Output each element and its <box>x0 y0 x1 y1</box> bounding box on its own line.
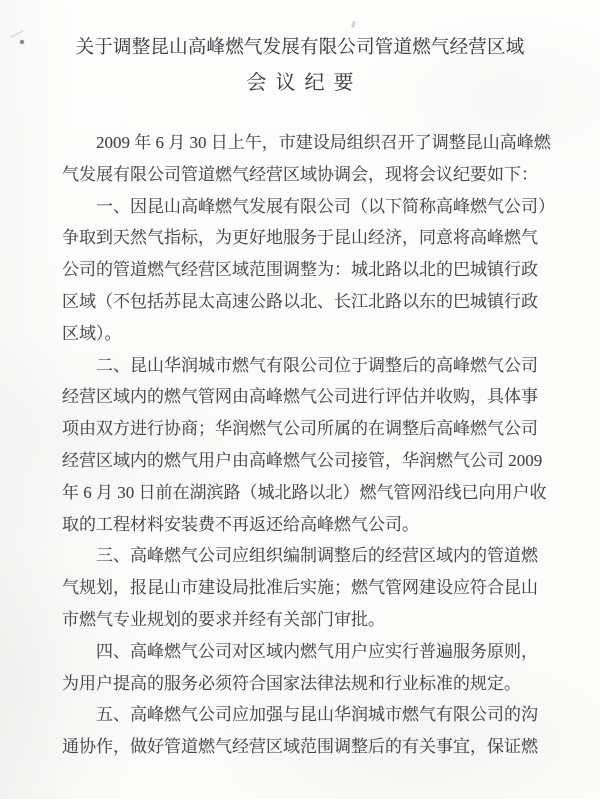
scan-speck <box>351 21 356 29</box>
text-line: 公司的管道燃气经营区域范围调整为：城北路以北的巴城镇行政 <box>62 260 538 280</box>
document-subtitle: 会 议 纪 要 <box>246 72 354 94</box>
text-line: 经营区域内的燃气管网由高峰燃气公司进行评估并收购，具体事 <box>62 387 538 407</box>
text-line: 通协作，做好管道燃气经营区域范围调整后的有关事宜，保证燃 <box>62 737 538 757</box>
text-line: 区域）。 <box>62 323 122 343</box>
text-line: 争取到天然气指标，为更好地服务于昆山经济，同意将高峰燃气 <box>62 228 538 248</box>
text-line: 五、高峰燃气公司应加强与昆山华润城市燃气有限公司的沟 <box>96 705 538 725</box>
text-line: 市燃气专业规划的要求并经有关部门审批。 <box>62 609 385 629</box>
text-line: 二、昆山华润城市燃气有限公司位于调整后的高峰燃气公司 <box>96 355 538 375</box>
text-line: 取的工程材料安装费不再返还给高峰燃气公司。 <box>62 514 419 534</box>
text-line: 项由双方进行协商；华润燃气公司所属的在调整后高峰燃气公司 <box>62 419 538 439</box>
text-line: 四、高峰燃气公司对区域内燃气用户应实行普遍服务原则， <box>96 641 538 661</box>
text-line: 年 6 月 30 日前在湖滨路（城北路以北）燃气管网沿线已向用户收 <box>62 482 547 502</box>
text-line: 为用户提高的服务必须符合国家法律法规和行业标准的规定。 <box>62 673 521 693</box>
text-line: 区域（不包括苏昆太高速公路以北、长江北路以东的巴城镇行政 <box>62 291 538 311</box>
text-line: 气发展有限公司管道燃气经营区域协调会，现将会议纪要如下： <box>62 164 538 184</box>
text-line: 2009 年 6 月 30 日上午，市建设局组织召开了调整昆山高峰燃 <box>96 133 551 152</box>
text-line: 一、因昆山高峰燃气发展有限公司（以下简称高峰燃气公司） <box>96 196 555 216</box>
text-line: 经营区域内的燃气用户由高峰燃气公司接管，华润燃气公司 2009 <box>62 450 543 470</box>
document-title: 关于调整昆山高峰燃气发展有限公司管道燃气经营区域 <box>75 38 525 58</box>
text-line: 三、高峰燃气公司应组织编制调整后的经营区域内的管道燃 <box>96 546 538 566</box>
text-line: 气规划，报昆山市建设局批准后实施；燃气管网建设应符合昆山 <box>62 578 538 598</box>
document-body <box>62 127 555 763</box>
